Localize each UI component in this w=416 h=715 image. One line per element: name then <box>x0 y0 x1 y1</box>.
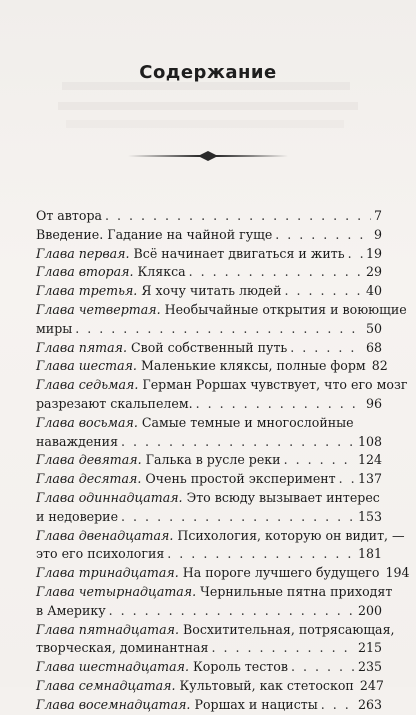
chapter-label: Глава девятая. <box>36 452 142 468</box>
chapter-title: Маленькие кляксы, полные форм <box>140 358 366 374</box>
chapter-title: Клякса <box>137 264 186 280</box>
page-number: 235 <box>357 659 382 675</box>
chapter-label: Глава седьмая. <box>36 377 139 393</box>
toc-entry-text <box>36 339 287 358</box>
chapter-title: Это всюду вызывает интерес <box>186 489 380 505</box>
page-number: 50 <box>365 320 382 336</box>
toc-entry-text <box>36 376 408 395</box>
page-number: 181 <box>357 546 382 562</box>
toc-entry-text <box>36 545 164 564</box>
toc-entry-text <box>36 301 407 320</box>
toc-entry-text <box>36 207 102 226</box>
toc-entry[interactable] <box>36 489 382 527</box>
toc-entry[interactable] <box>36 527 405 565</box>
toc-entry-line <box>36 263 382 282</box>
toc-entry-text <box>36 508 118 527</box>
bleed-through-text <box>66 120 344 128</box>
chapter-label: Глава третья. <box>36 283 138 299</box>
page-number: 19 <box>365 245 382 261</box>
toc-entry-line <box>36 639 382 658</box>
toc-entry-text <box>36 451 281 470</box>
toc-entry[interactable] <box>36 583 393 621</box>
toc-entry[interactable] <box>36 207 382 226</box>
bleed-through-text <box>62 82 350 90</box>
toc-entry[interactable] <box>36 677 382 696</box>
ornament-divider <box>128 150 288 162</box>
chapter-label: Глава четвертая. <box>36 301 161 317</box>
toc-entry-text <box>36 414 354 433</box>
dot-leader <box>291 658 355 677</box>
toc-entry-text <box>36 602 106 621</box>
toc-entry-line <box>36 395 382 414</box>
toc-entry[interactable] <box>36 376 408 414</box>
page-number: 29 <box>365 264 382 280</box>
chapter-label: Глава семнадцатая. <box>36 677 176 693</box>
chapter-title: миры <box>36 320 73 336</box>
dot-leader <box>290 339 363 358</box>
page-number: 7 <box>373 208 382 223</box>
toc-entry-text <box>36 677 354 696</box>
toc-entry[interactable] <box>36 621 395 659</box>
chapter-title: это его психология <box>36 546 165 562</box>
chapter-label: Глава восьмая. <box>36 414 138 430</box>
dot-leader <box>189 263 363 282</box>
page-number: 124 <box>357 452 382 468</box>
chapter-label: Глава восемнадцатая. <box>36 696 191 712</box>
toc-entry-line <box>36 621 395 640</box>
chapter-title: и недоверие <box>36 508 119 524</box>
chapter-title: Я хочу читать людей <box>141 283 282 299</box>
chapter-title: Необычайные открытия и воюющие <box>164 301 407 317</box>
toc-entry[interactable] <box>36 414 382 452</box>
bleed-through-text <box>58 102 358 110</box>
toc-entry-text <box>36 470 336 489</box>
chapter-title: Культовый, как стетоскоп <box>179 677 354 693</box>
page-number: 96 <box>365 395 382 411</box>
toc-entry-line <box>36 414 382 433</box>
chapter-title: творческая, доминантная <box>36 640 209 656</box>
toc-entry-text <box>36 282 282 301</box>
chapter-title: Психология, которую он видит, — <box>177 527 405 543</box>
toc-entry-text <box>36 320 72 339</box>
toc-entry-line <box>36 339 382 358</box>
chapter-label: Глава шестая. <box>36 358 137 374</box>
dot-leader <box>121 433 355 452</box>
toc-entry-line <box>36 376 408 395</box>
chapter-label: Глава вторая. <box>36 264 134 280</box>
page-number: 68 <box>365 339 382 355</box>
toc-entry-line <box>36 207 382 226</box>
toc-entry[interactable] <box>36 301 407 339</box>
dot-leader <box>275 226 371 245</box>
toc-entry-text <box>36 696 318 715</box>
dot-leader <box>284 451 355 470</box>
toc-entry[interactable] <box>36 263 382 282</box>
chapter-title: Галька в русле реки <box>145 452 281 468</box>
toc-entry-text <box>36 658 288 677</box>
toc-entry-line <box>36 245 382 264</box>
table-of-contents <box>36 207 410 715</box>
toc-entry-line <box>36 226 382 245</box>
chapter-label: Глава двенадцатая. <box>36 527 174 543</box>
toc-entry-text <box>36 639 209 658</box>
page-number: 108 <box>357 433 382 449</box>
chapter-title: Свой собственный путь <box>130 339 288 355</box>
toc-entry[interactable] <box>36 564 410 583</box>
toc-entry-line <box>36 658 382 677</box>
dot-leader <box>109 602 355 621</box>
dot-leader <box>196 395 363 414</box>
chapter-label: Глава одиннадцатая. <box>36 489 183 505</box>
page-number: 263 <box>357 696 382 712</box>
page-title: Содержание <box>139 62 277 83</box>
toc-entry-line <box>36 489 382 508</box>
toc-entry-text <box>36 357 366 376</box>
chapter-label: Глава шестнадцатая. <box>36 659 189 675</box>
dot-leader <box>105 207 371 226</box>
toc-entry[interactable] <box>36 282 382 301</box>
dot-leader <box>339 470 355 489</box>
page-number: 137 <box>357 471 382 487</box>
toc-entry-text <box>36 583 392 602</box>
toc-entry-line <box>36 583 393 602</box>
toc-entry-line <box>36 357 388 376</box>
chapter-title: Герман Роршах чувствует, что его мозг <box>142 377 408 393</box>
page-number: 153 <box>357 508 382 524</box>
chapter-label: Глава тринадцатая. <box>36 565 179 581</box>
dot-leader <box>285 282 363 301</box>
toc-entry-text <box>36 395 193 414</box>
toc-entry-text <box>36 527 405 546</box>
toc-entry-line <box>36 451 382 470</box>
page-number: 200 <box>357 602 382 618</box>
toc-entry-line <box>36 320 382 339</box>
toc-entry-line <box>36 508 382 527</box>
chapter-label: Глава десятая. <box>36 471 142 487</box>
chapter-title: От автора <box>36 208 103 223</box>
toc-entry-text <box>36 433 118 452</box>
page-number: 215 <box>357 640 382 656</box>
toc-entry[interactable] <box>36 226 382 245</box>
chapter-title: Чернильные пятна приходят <box>200 583 393 599</box>
chapter-label: Глава четырнадцатая. <box>36 583 197 599</box>
toc-entry[interactable] <box>36 470 382 489</box>
chapter-title: в Америку <box>36 602 106 618</box>
toc-entry-text <box>36 226 272 245</box>
toc-entry-text <box>36 263 186 282</box>
page-number: 194 <box>385 565 410 581</box>
toc-entry[interactable] <box>36 339 382 358</box>
dot-leader <box>121 508 355 527</box>
chapter-title: Самые темные и многослойные <box>141 414 354 430</box>
toc-entry-line <box>36 564 410 583</box>
toc-entry-line <box>36 677 382 696</box>
toc-entry-line <box>36 602 382 621</box>
chapter-label: Глава первая. <box>36 245 130 261</box>
toc-entry-text <box>36 489 380 508</box>
dot-leader <box>348 245 363 264</box>
toc-entry-line <box>36 282 382 301</box>
toc-entry-line <box>36 301 407 320</box>
chapter-title: Роршах и нацисты <box>194 696 318 712</box>
chapter-label: Глава пятая. <box>36 339 127 355</box>
dot-leader <box>212 639 355 658</box>
chapter-title: На пороге лучшего будущего <box>182 565 380 581</box>
chapter-title: Очень простой эксперимент <box>145 471 336 487</box>
toc-entry[interactable] <box>36 451 382 470</box>
page-number: 247 <box>359 677 384 693</box>
chapter-title: Введение. Гадание на чайной гуще <box>36 226 273 242</box>
dot-leader <box>167 545 355 564</box>
chapter-title: Король тестов <box>192 659 288 675</box>
page-number: 82 <box>371 358 388 374</box>
toc-entry[interactable] <box>36 696 382 715</box>
chapter-title: разрезают скальпелем. <box>36 395 193 411</box>
chapter-title: наваждения <box>36 433 119 449</box>
dot-leader <box>75 320 363 339</box>
dot-leader <box>321 696 355 715</box>
toc-entry-text <box>36 621 395 640</box>
toc-entry-text <box>36 245 345 264</box>
chapter-label: Глава пятнадцатая. <box>36 621 179 637</box>
chapter-title: Восхитительная, потрясающая, <box>183 621 395 637</box>
toc-entry[interactable] <box>36 357 388 376</box>
page-number: 40 <box>365 283 382 299</box>
toc-entry-line <box>36 433 382 452</box>
toc-entry-line <box>36 545 382 564</box>
toc-entry[interactable] <box>36 245 382 264</box>
toc-entry-line <box>36 470 382 489</box>
toc-entry-line <box>36 527 405 546</box>
toc-entry-text <box>36 564 379 583</box>
chapter-title: Всё начинает двигаться и жить <box>133 245 345 261</box>
toc-entry[interactable] <box>36 658 382 677</box>
toc-entry-line <box>36 696 382 715</box>
page-number: 9 <box>373 226 382 242</box>
